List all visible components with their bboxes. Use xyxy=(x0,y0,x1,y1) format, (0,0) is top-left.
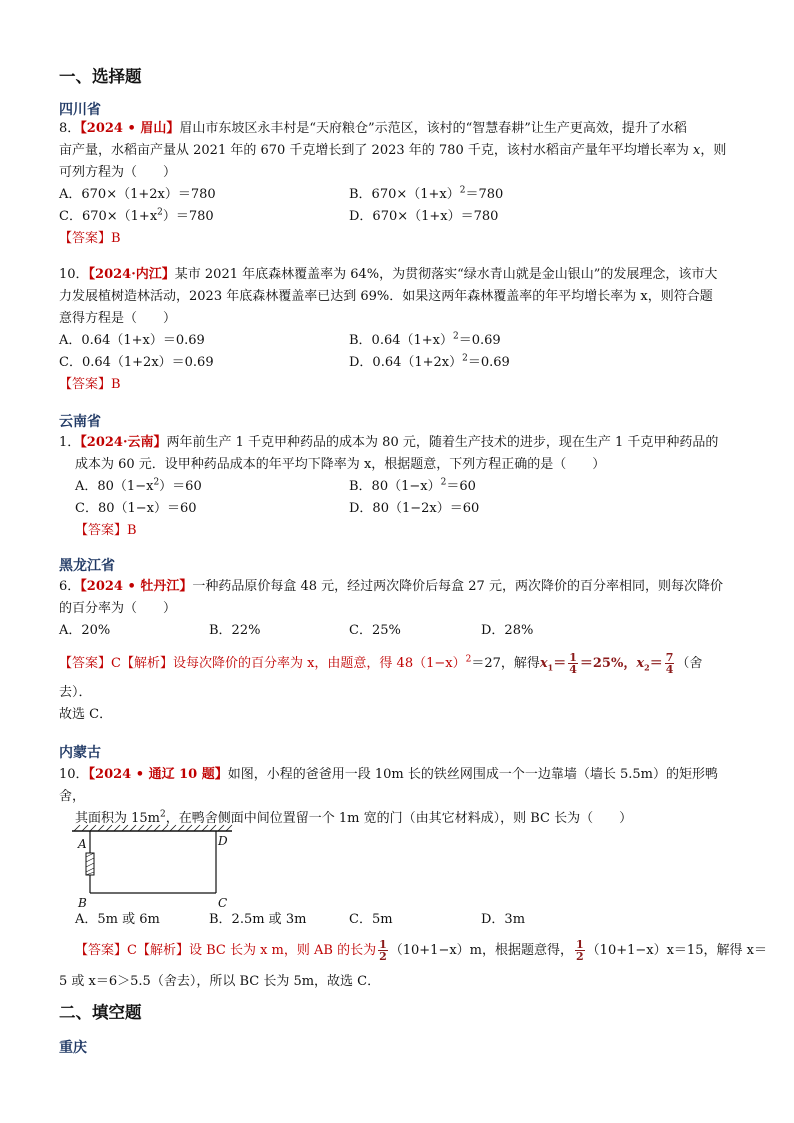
option-b: B．$80(1-x)^2=60$ xyxy=(349,477,476,494)
province-heading-heilongjiang: 黑龙江省 xyxy=(59,558,115,574)
fraction: $\frac{1}{2}$ xyxy=(379,938,387,963)
source-tag: 【2024 • 通辽 10 题】 xyxy=(88,767,228,782)
province-heading-sichuan: 四川省 xyxy=(59,102,101,118)
fraction: $\frac{1}{4}$ xyxy=(569,651,577,676)
option-d: D．80（1−2x）＝60 xyxy=(349,501,480,516)
option-a: A．0.64（1+x）＝0.69 xyxy=(59,333,205,348)
option-c: C．80（1−x）＝60 xyxy=(75,501,197,516)
province-heading-chongqing: 重庆 xyxy=(59,1040,87,1056)
option-b: B．$0.64(1+x)^2=0.69$ xyxy=(349,331,501,348)
wall-hatching xyxy=(74,825,232,831)
option-a: A．5m 或 6m xyxy=(75,912,160,927)
option-d: D．670×（1+x）＝780 xyxy=(349,209,499,224)
section-title-choice: 一、选择题 xyxy=(59,67,142,86)
option-a: A．$80(1-x^2)=60$ xyxy=(75,477,202,494)
label-a: A xyxy=(78,837,87,851)
fraction: $\frac{7}{4}$ xyxy=(665,651,674,676)
question-10-neijiang: 10．【2024·内江】某市 2021 年底森林覆盖率为 64%，为贯彻落实“绿水青山就是金山银山”的发展理念，该市大 力发展植树造林活动，2023 年底森林覆盖率已达到 69%．如果这两年森林覆盖率的年平均增长率为 x，则符合题 意得方程是（ ） A．0.64（1+x）＝0.69 B．$0.64(1+x)^2=0.69$ C．0.64（1+2x）＝0.69 D．$0.64(1+2x)^2=0.69$ 【答案】B xyxy=(59,264,739,330)
label-c: C xyxy=(218,896,228,910)
province-heading-neimenggu: 内蒙古 xyxy=(59,745,101,761)
option-b: B．2.5m 或 3m xyxy=(209,912,307,927)
option-c: C．25% xyxy=(349,623,401,638)
duck-shed-figure xyxy=(70,823,240,915)
option-a: A．20% xyxy=(59,623,111,638)
option-d: D．28% xyxy=(481,623,534,638)
answer-explanation: 【答案】C【解析】设每次降价的百分率为 x，由题意，得 $48(1-x)^2=27$，解得$x_1=$ $\frac{1}{4}$ ＝25%，$x_2=$ $\frac{7}{4}$ （舍 xyxy=(59,651,703,676)
source-tag: 【2024·云南】 xyxy=(80,435,167,450)
label-b: B xyxy=(78,896,87,910)
fraction: $\frac{1}{2}$ xyxy=(576,938,584,963)
source-tag: 【2024 • 牡丹江】 xyxy=(80,579,193,594)
answer-explanation: 【答案】C【解析】设 BC 长为 x m，则 AB 的长为 $\frac{1}{2}$ （10+1−x）m，根据题意得， $\frac{1}{2}$ （10+1−x）x＝15，解得 x＝ xyxy=(75,938,767,963)
source-tag: 【2024 • 眉山】 xyxy=(80,121,180,136)
question-1-yunnan: 1．【2024·云南】两年前生产 1 千克甲种药品的成本为 80 元，随着生产技术的进步，现在生产 1 千克甲种药品的 成本为 60 元．设甲种药品成本的年平均下降率为 x，根据题意，下列方程正确的是（ ） A．$80(1-x^2)=60$ B．$80(1-x)^2=60$ C．80（1−x）＝60 D．80（1−2x）＝60 【答案】B xyxy=(59,432,739,476)
option-b: B．22% xyxy=(209,623,261,638)
answer: 【答案】B xyxy=(59,377,121,392)
answer: 【答案】B xyxy=(59,231,121,246)
rectangle-diagram xyxy=(70,823,240,911)
source-tag: 【2024·内江】 xyxy=(88,267,175,282)
answer: 【答案】B xyxy=(75,523,137,538)
question-6-mudanjiang: 6．【2024 • 牡丹江】一种药品原价每盒 48 元，经过两次降价后每盒 27 元，两次降价的百分率相同，则每次降价 的百分率为（ ） A．20% B．22% C．25% D．28% 【答案】C【解析】设每次降价的百分率为 x，由题意，得 $48(1-x)^2=27$，解得$x_1=$ $\frac{1}{4}$ ＝25%，$x_2=$ $\frac{7}{4}$ （舍 去）． 故选 C． xyxy=(59,579,723,722)
option-d: D．$0.64(1+2x)^2=0.69$ xyxy=(349,353,510,370)
province-heading-yunnan: 云南省 xyxy=(59,414,101,430)
section-title-fill: 二、填空题 xyxy=(59,1003,142,1022)
option-c: C．0.64（1+2x）＝0.69 xyxy=(59,355,214,370)
option-c: C．5m xyxy=(349,912,393,927)
option-a: A．670×（1+2x）＝780 xyxy=(59,187,216,202)
question-10-tongliao: 10．【2024 • 通辽 10 题】如图，小程的爸爸用一段 10m 长的铁丝网围成一个一边靠墙（墙长 5.5m）的矩形鸭舍， 其面积为 $15m^2$，在鸭舍侧面中间位置留一个 1m 宽的门（由其它材料成），则 BC 长为（ ） xyxy=(59,767,719,826)
option-c: C．$670\times(1+x^2)=780$ xyxy=(59,207,214,224)
option-b: B．$670\times(1+x)^2=780$ xyxy=(349,185,504,202)
label-d: D xyxy=(218,834,228,848)
option-d: D．3m xyxy=(481,912,526,927)
question-8: 8．【2024 • 眉山】眉山市东坡区永丰村是“天府粮仓”示范区，该村的“智慧春耕”让生产更高效，提升了水稻 亩产量，水稻亩产量从 2021 年的 670 千克增长到了 2023 年的 780 千克，该村水稻亩产量年平均增长率为 x，则 可列方程为（ ） A．670×（1+2x）＝780 B．$670\times(1+x)^2=780$ C．$670\times(1+x^2)=780$ D．670×（1+x）＝780 【答案】B xyxy=(59,118,739,184)
